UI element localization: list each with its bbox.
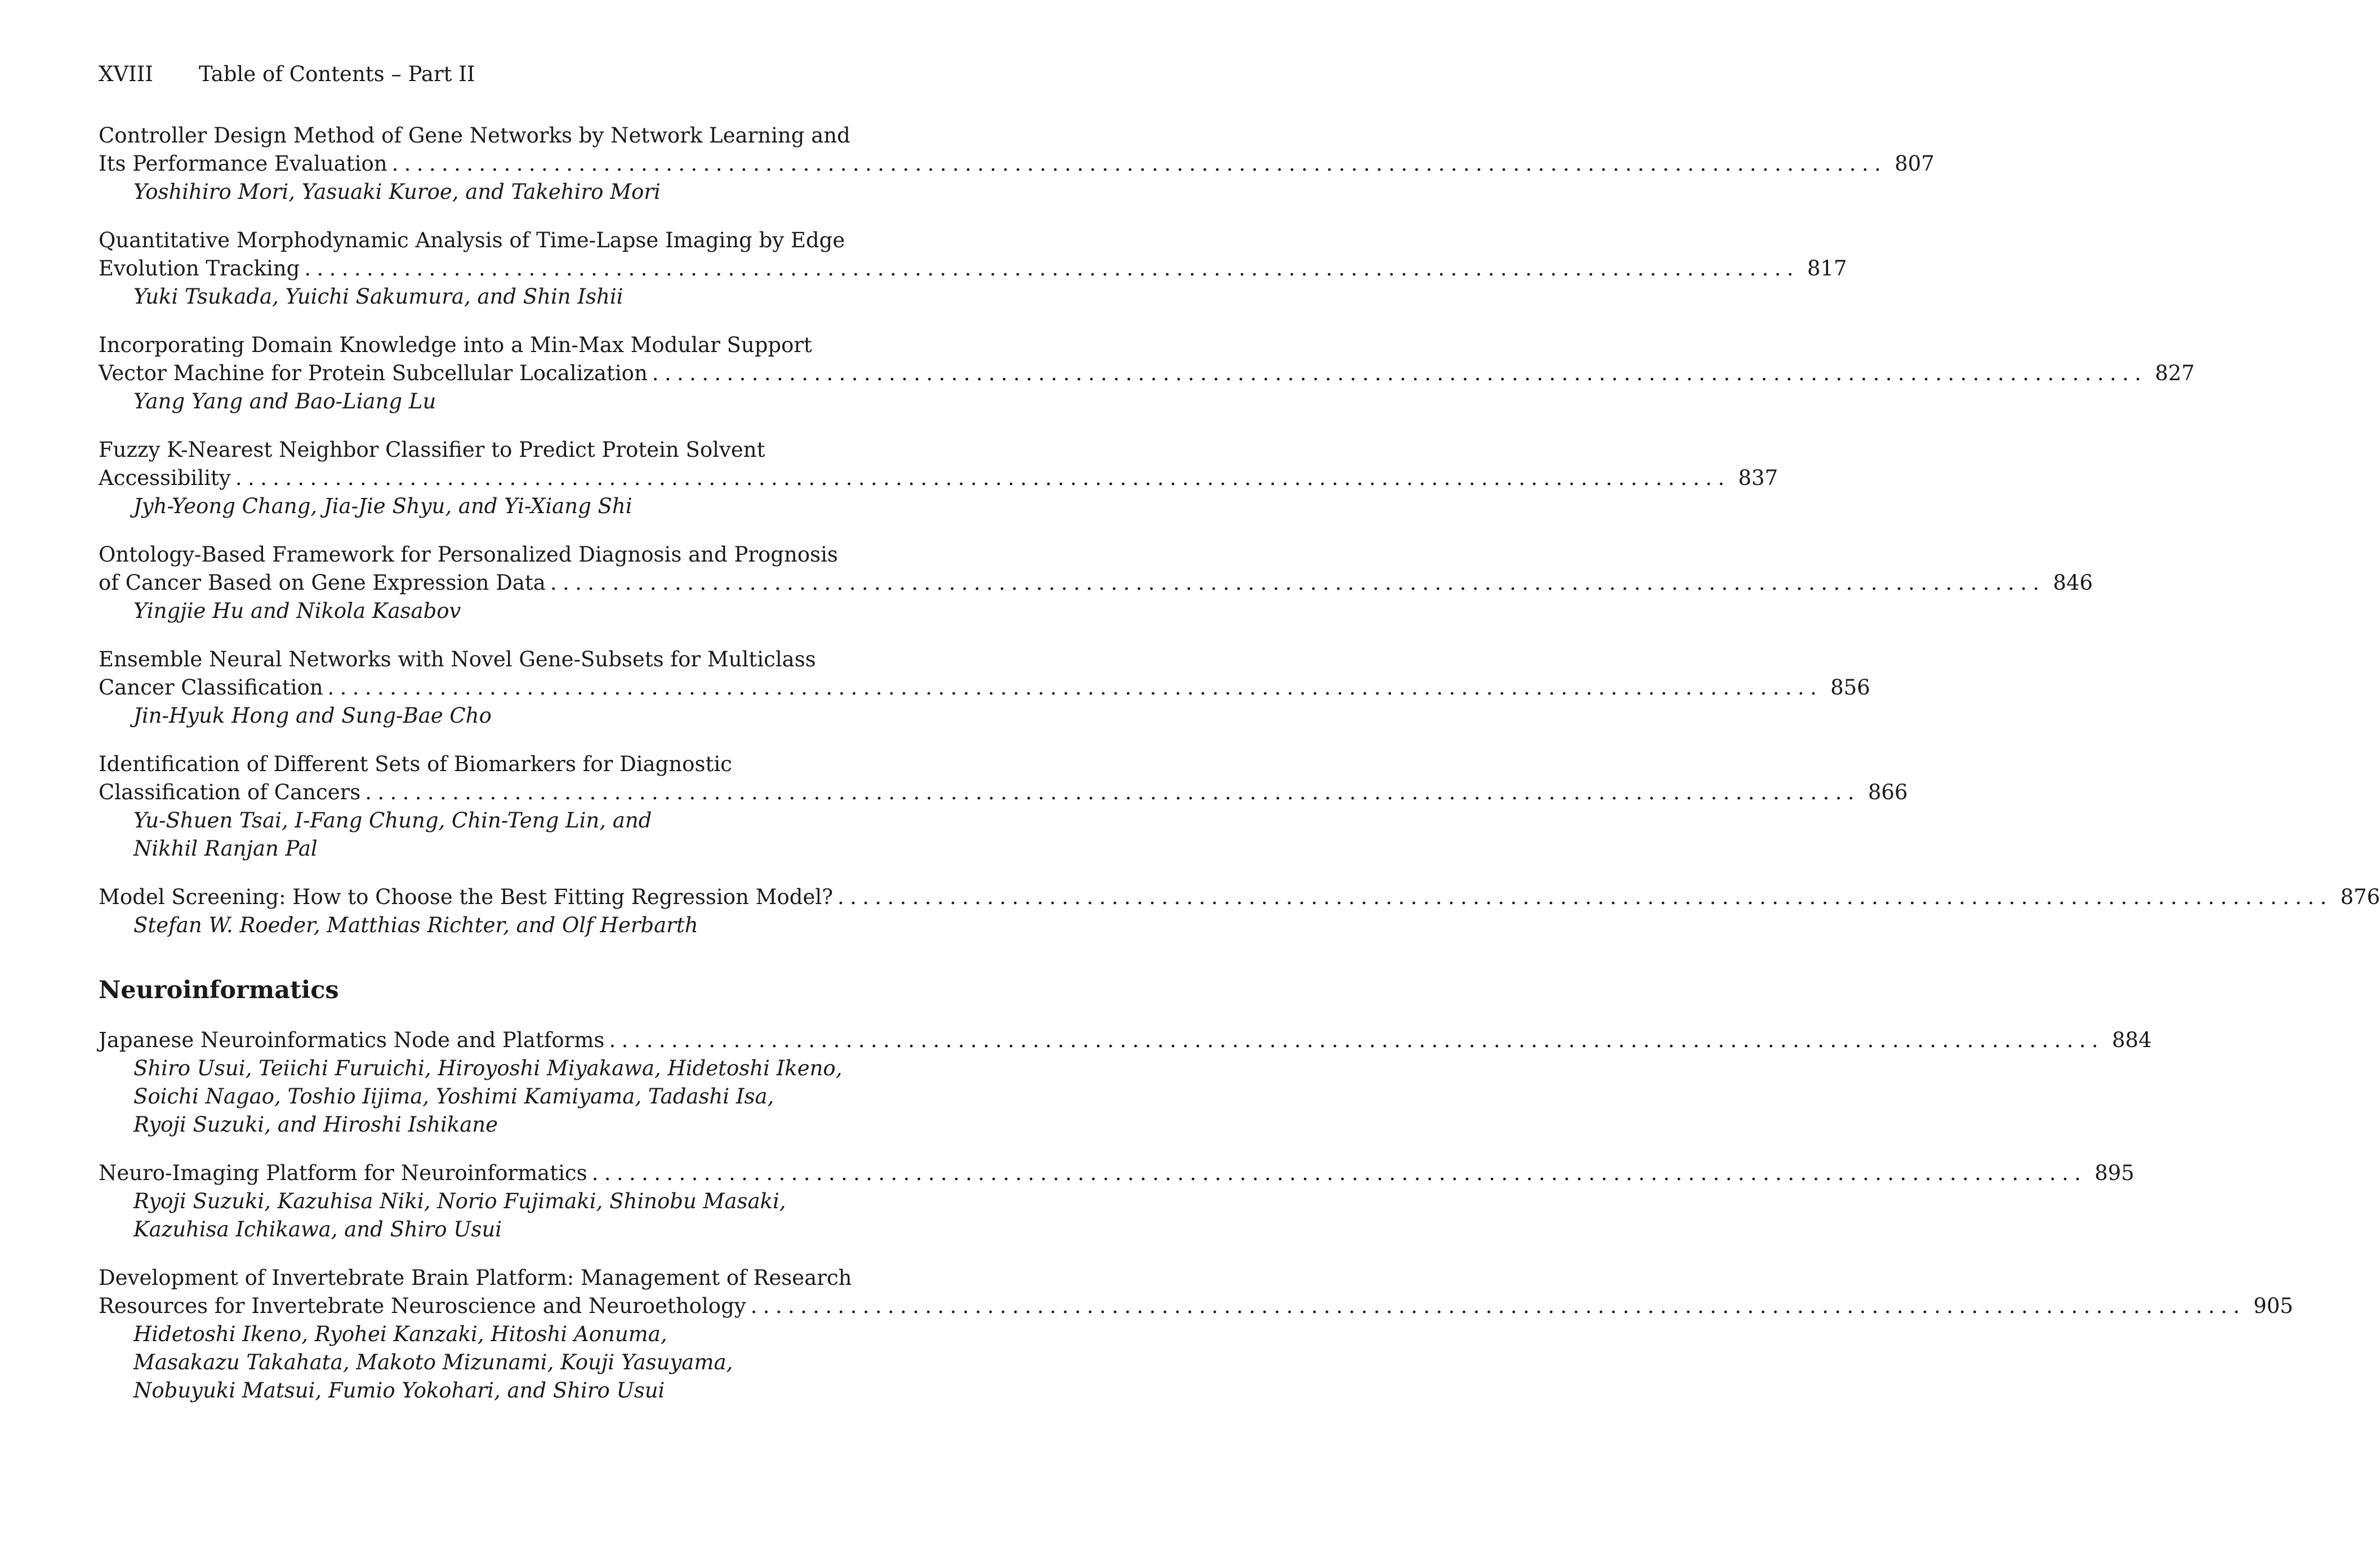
page-number: 817 bbox=[1807, 256, 1847, 281]
entry-title-last-line bbox=[99, 1159, 2134, 1187]
dot-leaders: ........................................................................................................................ bbox=[750, 1294, 2246, 1318]
toc-page bbox=[99, 62, 2380, 1425]
entry-authors: Hidetoshi Ikeno, Ryohei Kanzaki, Hitoshi Aonuma, bbox=[133, 1322, 667, 1346]
page-number: 884 bbox=[2111, 1028, 2152, 1052]
entry-authors: Stefan W. Roeder, Matthias Richter, and Olf Herbarth bbox=[133, 913, 698, 937]
page-number: 895 bbox=[2094, 1161, 2134, 1185]
page-number: 827 bbox=[2155, 361, 2195, 385]
entry-title-last-line bbox=[99, 1292, 2293, 1320]
page-number: 905 bbox=[2253, 1294, 2293, 1318]
entry-authors: Yoshihiro Mori, Yasuaki Kuroe, and Takehiro Mori bbox=[133, 180, 661, 204]
entry-title-line: Fuzzy K-Nearest Neighbor Classifier to Predict Protein Solvent bbox=[99, 438, 765, 462]
entry-authors: Ryoji Suzuki, and Hiroshi Ishikane bbox=[133, 1112, 498, 1137]
entry-title-text: Neuro-Imaging Platform for Neuroinformatics bbox=[99, 1161, 587, 1185]
entry-authors: Yu-Shuen Tsai, I-Fang Chung, Chin-Teng Lin, and bbox=[133, 808, 652, 833]
dot-leaders: ........................................................................................................................ bbox=[327, 675, 1823, 700]
page-folio: XVIII bbox=[99, 62, 153, 86]
toc-entry[interactable] bbox=[99, 226, 1847, 311]
entry-title-line: Ontology-Based Framework for Personalized Diagnosis and Prognosis bbox=[99, 542, 838, 567]
entry-title-last-line bbox=[99, 569, 2093, 597]
dot-leaders: ........................................................................................................................ bbox=[550, 571, 2045, 595]
entry-authors: Yingjie Hu and Nikola Kasabov bbox=[133, 599, 461, 623]
entry-authors: Masakazu Takahata, Makoto Mizunami, Kouji Yasuyama, bbox=[133, 1350, 733, 1374]
dot-leaders: ........................................................................................................................ bbox=[591, 1161, 2087, 1185]
entry-title-last-line bbox=[99, 255, 1847, 283]
entry-title-last-line bbox=[99, 150, 1935, 178]
entry-title-last-line bbox=[99, 674, 1870, 702]
entry-authors: Nikhil Ranjan Pal bbox=[133, 836, 318, 861]
dot-leaders: ........................................................................................................................ bbox=[391, 152, 1887, 176]
toc-entry[interactable] bbox=[99, 331, 2195, 416]
page-number: 866 bbox=[1868, 780, 1908, 804]
entry-title-text: of Cancer Based on Gene Expression Data bbox=[99, 571, 546, 595]
entry-authors: Ryoji Suzuki, Kazuhisa Niki, Norio Fujimaki, Shinobu Masaki, bbox=[133, 1189, 786, 1213]
entry-authors: Nobuyuki Matsui, Fumio Yokohari, and Shiro Usui bbox=[133, 1378, 665, 1403]
toc-list-bioinformatics bbox=[99, 122, 2380, 940]
entry-title-last-line bbox=[99, 883, 2380, 911]
entry-title-text: Evolution Tracking bbox=[99, 256, 300, 281]
dot-leaders: ........................................................................................................................ bbox=[609, 1028, 2104, 1052]
entry-title-line: Development of Invertebrate Brain Platform: Management of Research bbox=[99, 1266, 852, 1290]
entry-authors: Yuki Tsukada, Yuichi Sakumura, and Shin Ishii bbox=[133, 284, 623, 309]
entry-title-line: Ensemble Neural Networks with Novel Gene-Subsets for Multiclass bbox=[99, 647, 816, 671]
entry-title-text: Resources for Invertebrate Neuroscience and Neuroethology bbox=[99, 1294, 746, 1318]
entry-authors: Yang Yang and Bao-Liang Lu bbox=[133, 389, 436, 413]
toc-entry[interactable] bbox=[99, 1026, 2152, 1139]
entry-authors: Jyh-Yeong Chang, Jia-Jie Shyu, and Yi-Xiang Shi bbox=[133, 494, 632, 518]
dot-leaders: ........................................................................................................................ bbox=[235, 466, 1731, 490]
entry-title-last-line bbox=[99, 464, 1778, 492]
entry-title-text: Cancer Classification bbox=[99, 675, 323, 700]
entry-title-text: Classification of Cancers bbox=[99, 780, 361, 804]
entry-title-line: Quantitative Morphodynamic Analysis of Time-Lapse Imaging by Edge bbox=[99, 228, 845, 252]
entry-authors: Kazuhisa Ichikawa, and Shiro Usui bbox=[133, 1217, 502, 1241]
running-title: Table of Contents – Part II bbox=[199, 62, 475, 86]
entry-authors: Jin-Hyuk Hong and Sung-Bae Cho bbox=[133, 704, 492, 728]
dot-leaders: ........................................................................................................................ bbox=[652, 361, 2147, 385]
toc-entry[interactable] bbox=[99, 436, 1778, 520]
entry-title-last-line bbox=[99, 359, 2195, 388]
section-heading: Neuroinformatics bbox=[99, 976, 339, 1004]
page-number: 876 bbox=[2340, 885, 2380, 909]
dot-leaders: ........................................................................................................................ bbox=[304, 256, 1799, 281]
entry-title-last-line bbox=[99, 1026, 2152, 1054]
toc-list-neuroinformatics bbox=[99, 1026, 2293, 1405]
toc-entry[interactable] bbox=[99, 1264, 2293, 1405]
entry-title-text: Model Screening: How to Choose the Best Fitting Regression Model? bbox=[99, 885, 834, 909]
toc-entry[interactable] bbox=[99, 1159, 2134, 1244]
entry-title-text: Vector Machine for Protein Subcellular Localization bbox=[99, 361, 648, 385]
entry-authors: Soichi Nagao, Toshio Iijima, Yoshimi Kamiyama, Tadashi Isa, bbox=[133, 1084, 774, 1109]
toc-entry[interactable] bbox=[99, 750, 1908, 863]
entry-title-last-line bbox=[99, 778, 1908, 807]
toc-entry[interactable] bbox=[99, 646, 1870, 730]
entry-authors: Shiro Usui, Teiichi Furuichi, Hiroyoshi Miyakawa, Hidetoshi Ikeno, bbox=[133, 1056, 843, 1080]
entry-title-line: Identification of Different Sets of Biomarkers for Diagnostic bbox=[99, 752, 732, 776]
entry-title-line: Controller Design Method of Gene Networks by Network Learning and bbox=[99, 123, 850, 148]
entry-title-text: Accessibility bbox=[99, 466, 231, 490]
page-number: 837 bbox=[1738, 466, 1778, 490]
page-number: 846 bbox=[2053, 571, 2093, 595]
dot-leaders: ........................................................................................................................ bbox=[365, 780, 1860, 804]
dot-leaders: ........................................................................................................................ bbox=[837, 885, 2333, 909]
page-number: 856 bbox=[1830, 675, 1870, 700]
toc-entry[interactable] bbox=[99, 883, 2380, 940]
toc-entry[interactable] bbox=[99, 122, 1935, 206]
toc-entry[interactable] bbox=[99, 541, 2093, 625]
entry-title-line: Incorporating Domain Knowledge into a Min-Max Modular Support bbox=[99, 333, 812, 357]
entry-title-text: Japanese Neuroinformatics Node and Platforms bbox=[99, 1028, 605, 1052]
entry-title-text: Its Performance Evaluation bbox=[99, 152, 387, 176]
page-number: 807 bbox=[1895, 152, 1935, 176]
running-head bbox=[99, 62, 910, 87]
